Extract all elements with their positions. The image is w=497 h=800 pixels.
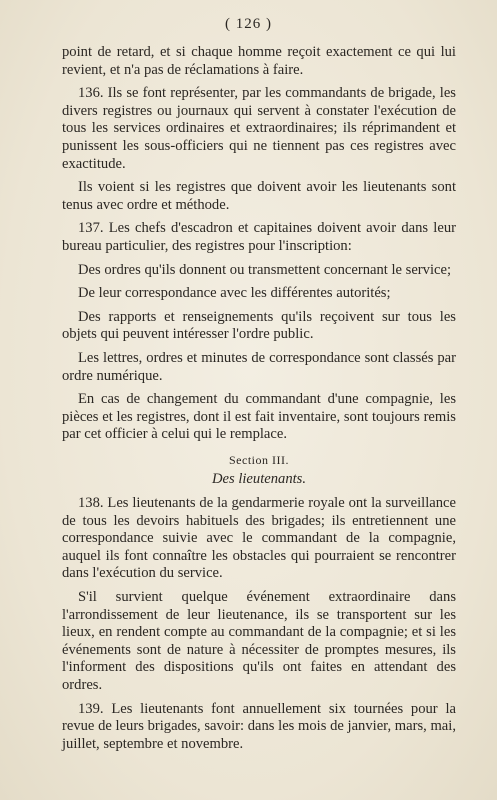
page-body	[62, 44, 456, 759]
paragraph-136: 136. Ils se font représenter, par les commandants de brigade, les divers registres ou journaux qui servent à constater l'exécution de tous les services ordinaires et extraordinaires; ils réprimandent et punissent les sous-officiers qui ne tiennent pas ces registres avec exactitude.	[62, 85, 456, 172]
paragraph-correspondance: De leur correspondance avec les différentes autorités;	[78, 285, 391, 302]
paragraph-evenement: S'il survient quelque événement extraordinaire dans l'arrondissement de leur lieutenance, ils se transportent sur les lieux, en rendent compte au commandant de la compagnie; et si les événements sont de nature à nécessiter de promptes mesures, ils l'informent des dispositions qu'ils ont faites en attendant des ordres.	[62, 589, 456, 693]
paragraph-changement: En cas de changement du commandant d'une compagnie, les pièces et les registres, dont il est fait inventaire, sont toujours remis par cet officier à celui qui le remplace.	[62, 391, 456, 443]
paragraph-138: 138. Les lieutenants de la gendarmerie royale ont la surveillance de tous les devoirs habituels des brigades; ils entretiennent une correspondance suivie avec le commandant de la compagnie, auquel ils font connaître les obstacles qui pourraient se rencontrer dans l'exécution du service.	[62, 495, 456, 582]
paragraph-rapports: Des rapports et renseignements qu'ils reçoivent sur tous les objets qui peuvent intéresser l'ordre public.	[62, 308, 456, 343]
paragraph-139: 139. Les lieutenants font annuellement six tournées pour la revue de leurs brigades, savoir: dans les mois de janvier, mars, mai, juillet, septembre et novembre.	[62, 700, 456, 752]
paragraph-lettres: Les lettres, ordres et minutes de correspondance sont classés par ordre numérique.	[62, 349, 456, 384]
paragraph-continuation: point de retard, et si chaque homme reçoit exactement ce qui lui revient, et n'a pas de réclamations à faire.	[62, 44, 456, 78]
section-subtitle: Des lieutenants.	[211, 471, 307, 488]
section-heading: Section III.	[229, 452, 289, 467]
page-number: ( 126 )	[225, 16, 272, 32]
paragraph-registres-lieutenants: Ils voient si les registres que doivent avoir les lieutenants sont tenus avec ordre et méthode.	[62, 179, 456, 213]
paragraph-ordres: Des ordres qu'ils donnent ou transmettent concernant le service;	[78, 261, 452, 278]
paragraph-137: 137. Les chefs d'escadron et capitaines doivent avoir dans leur bureau particulier, des registres pour l'inscription:	[62, 220, 456, 254]
